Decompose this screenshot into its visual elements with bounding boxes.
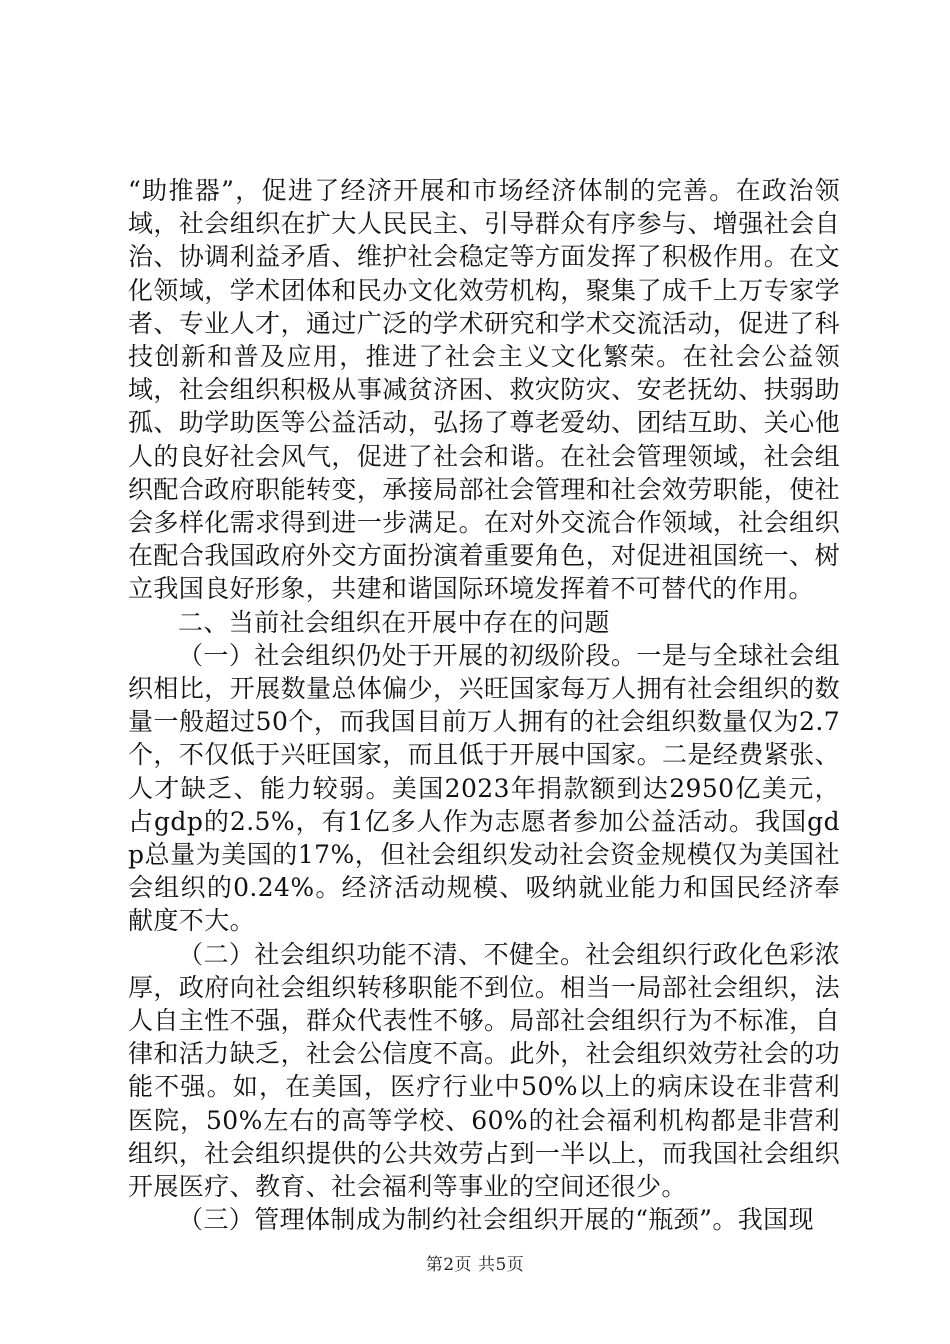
paragraph-point-1: （一）社会组织仍处于开展的初级阶段。一是与全球社会组织相比，开展数量总体偏少，兴旺国家每万人拥有社会组织的数量一般超过50个，而我国目前万人拥有的社会组织数量仅为2.7个，不仅低于兴旺国家，而且低于开展中国家。二是经费紧张、人才缺乏、能力较弱。美国2023年捐款额到达2950亿美元，占gdp的2.5%，有1亿多人作为志愿者参加公益活动。我国gdp总量为美国的17%，但社会组织发动社会资金规模仅为美国社会组织的0.24%。经济活动规模、吸纳就业能力和国民经济奉献度不大。 xyxy=(128,640,840,936)
section-heading: 二、当前社会组织在开展中存在的问题 xyxy=(178,607,610,637)
page-number-footer: 第2页 共5页 xyxy=(425,1255,525,1275)
paragraph-point-3: （三）管理体制成为制约社会组织开展的“瓶颈”。我国现 xyxy=(178,1205,814,1235)
paragraph-point-2: （二）社会组织功能不清、不健全。社会组织行政化色彩浓厚，政府向社会组织转移职能不到位。相当一局部社会组织，法人自主性不强，群众代表性不够。局部社会组织行为不标准，自律和活力缺乏，社会公信度不高。此外，社会组织效劳社会的功能不强。如，在美国，医疗行业中50%以上的病床设在非营利医院，50%左右的高等学校、60%的社会福利机构都是非营利组织，社会组织提供的公共效劳占到一半以上，而我国社会组织开展医疗、教育、社会福利等事业的空间还很少。 xyxy=(128,939,840,1202)
paragraph-continuation: “助推器”，促进了经济开展和市场经济体制的完善。在政治领域，社会组织在扩大人民民主、引导群众有序参与、增强社会自治、协调利益矛盾、维护社会稳定等方面发挥了积极作用。在文化领域，学术团体和民办文化效劳机构，聚集了成千上万专家学者、专业人才，通过广泛的学术研究和学术交流活动，促进了科技创新和普及应用，推进了社会主义文化繁荣。在社会公益领域，社会组织积极从事减贫济困、救灾防灾、安老抚幼、扶弱助孤、助学助医等公益活动，弘扬了尊老爱幼、团结互助、关心他人的良好社会风气，促进了社会和谐。在社会管理领域，社会组织配合政府职能转变，承接局部社会管理和社会效劳职能，使社会多样化需求得到进一步满足。在对外交流合作领域，社会组织在配合我国政府外交方面扮演着重要角色，对促进祖国统一、树立我国良好形象，共建和谐国际环境发挥着不可替代的作用。 xyxy=(128,176,840,604)
document-body xyxy=(128,174,840,1237)
